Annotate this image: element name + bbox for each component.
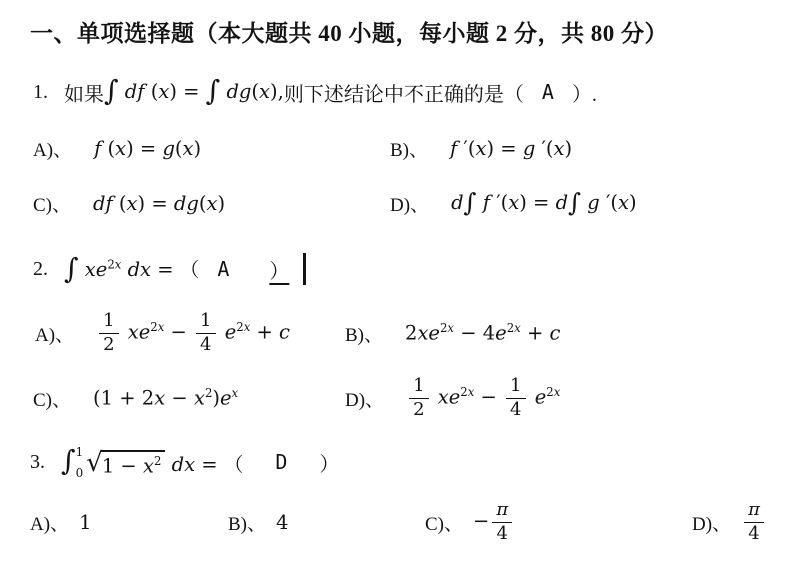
option-c-label: C)、 bbox=[425, 513, 464, 535]
question-2-option-a bbox=[35, 303, 290, 363]
question-3-option-a bbox=[30, 492, 91, 552]
question-1-formula: ∫ df (x) = ∫ dg(x), bbox=[104, 74, 284, 107]
question-3-stem bbox=[30, 437, 339, 487]
question-1-stem bbox=[33, 72, 597, 112]
question-2-number: 2. bbox=[33, 257, 48, 280]
exam-section-title: 一、单项选择题（本大题共 40 小题，每小题 2 分，共 80 分） bbox=[30, 20, 668, 46]
question-2-close-paren: ） bbox=[269, 260, 290, 283]
option-a-label: A)、 bbox=[33, 139, 73, 161]
question-3-answer-letter: D bbox=[275, 450, 288, 474]
option-d-label: D)、 bbox=[390, 194, 430, 216]
section-title-line bbox=[30, 13, 668, 49]
option-d-formula: $\frac{\pi}{4}$ bbox=[741, 500, 767, 544]
question-3-formula: ∫ 1 0 √ $1 - x^2$ dx = （ bbox=[61, 444, 244, 480]
question-1-option-b bbox=[390, 128, 572, 168]
question-2-answer-letter: A bbox=[217, 257, 230, 281]
question-2-option-c bbox=[33, 368, 238, 428]
question-3-number: 3. bbox=[30, 450, 45, 473]
question-1-text-post: 则下述结论中不正确的是（ bbox=[283, 83, 524, 106]
question-1-close-paren: ）. bbox=[571, 83, 597, 106]
question-1-option-a bbox=[33, 128, 201, 168]
option-d-label: D)、 bbox=[345, 389, 385, 411]
question-3-option-d bbox=[692, 492, 767, 552]
question-1-answer-letter: A bbox=[541, 80, 554, 104]
option-a-formula: $\frac{1}{2}$ $xe^{2x}$ − $\frac{1}{4}$ $e^{2x} + c$ bbox=[96, 311, 290, 355]
question-1-option-c bbox=[33, 183, 225, 223]
option-b-formula: $2xe^{2x} - 4e^{2x} + c$ bbox=[405, 321, 561, 345]
question-2-option-b bbox=[345, 303, 560, 363]
option-c-formula: df (x) = dg(x) bbox=[93, 191, 226, 215]
option-a-label: A)、 bbox=[35, 324, 75, 346]
option-b-label: B)、 bbox=[228, 513, 267, 535]
option-d-formula: $\frac{1}{2}$ $xe^{2x}$ − $\frac{1}{4}$ $e^{2x}$ bbox=[406, 376, 560, 420]
option-c-label: C)、 bbox=[33, 194, 72, 216]
question-3-option-c bbox=[425, 492, 515, 552]
question-1-option-d bbox=[390, 183, 637, 223]
option-d-formula: d∫ f ′(x) = d∫ g ′(x) bbox=[451, 187, 637, 217]
question-2-stem bbox=[33, 246, 306, 292]
question-3-option-b bbox=[228, 492, 288, 552]
option-a-label: A)、 bbox=[30, 513, 70, 535]
question-3-close-paren: ） bbox=[319, 453, 340, 476]
option-a-formula: 1 bbox=[79, 510, 92, 534]
option-b-formula: 4 bbox=[276, 510, 289, 534]
question-1-number: 1. bbox=[33, 80, 48, 103]
option-c-formula: − $\frac{\pi}{4}$ bbox=[473, 500, 515, 544]
option-c-formula: $(1 + 2x - x^2)e^x$ bbox=[93, 386, 239, 410]
question-2-option-d bbox=[345, 368, 560, 428]
text-cursor bbox=[303, 253, 306, 285]
option-b-label: B)、 bbox=[345, 324, 384, 346]
question-1-text-pre: 如果 bbox=[64, 83, 104, 106]
option-b-label: B)、 bbox=[390, 139, 429, 161]
option-a-formula: f (x) = g(x) bbox=[94, 136, 202, 160]
option-b-formula: f ′(x) = g ′(x) bbox=[450, 136, 573, 160]
option-d-label: D)、 bbox=[692, 513, 732, 535]
option-c-label: C)、 bbox=[33, 389, 72, 411]
question-2-formula: ∫ $xe^{2x}$ dx = （ bbox=[64, 252, 200, 285]
